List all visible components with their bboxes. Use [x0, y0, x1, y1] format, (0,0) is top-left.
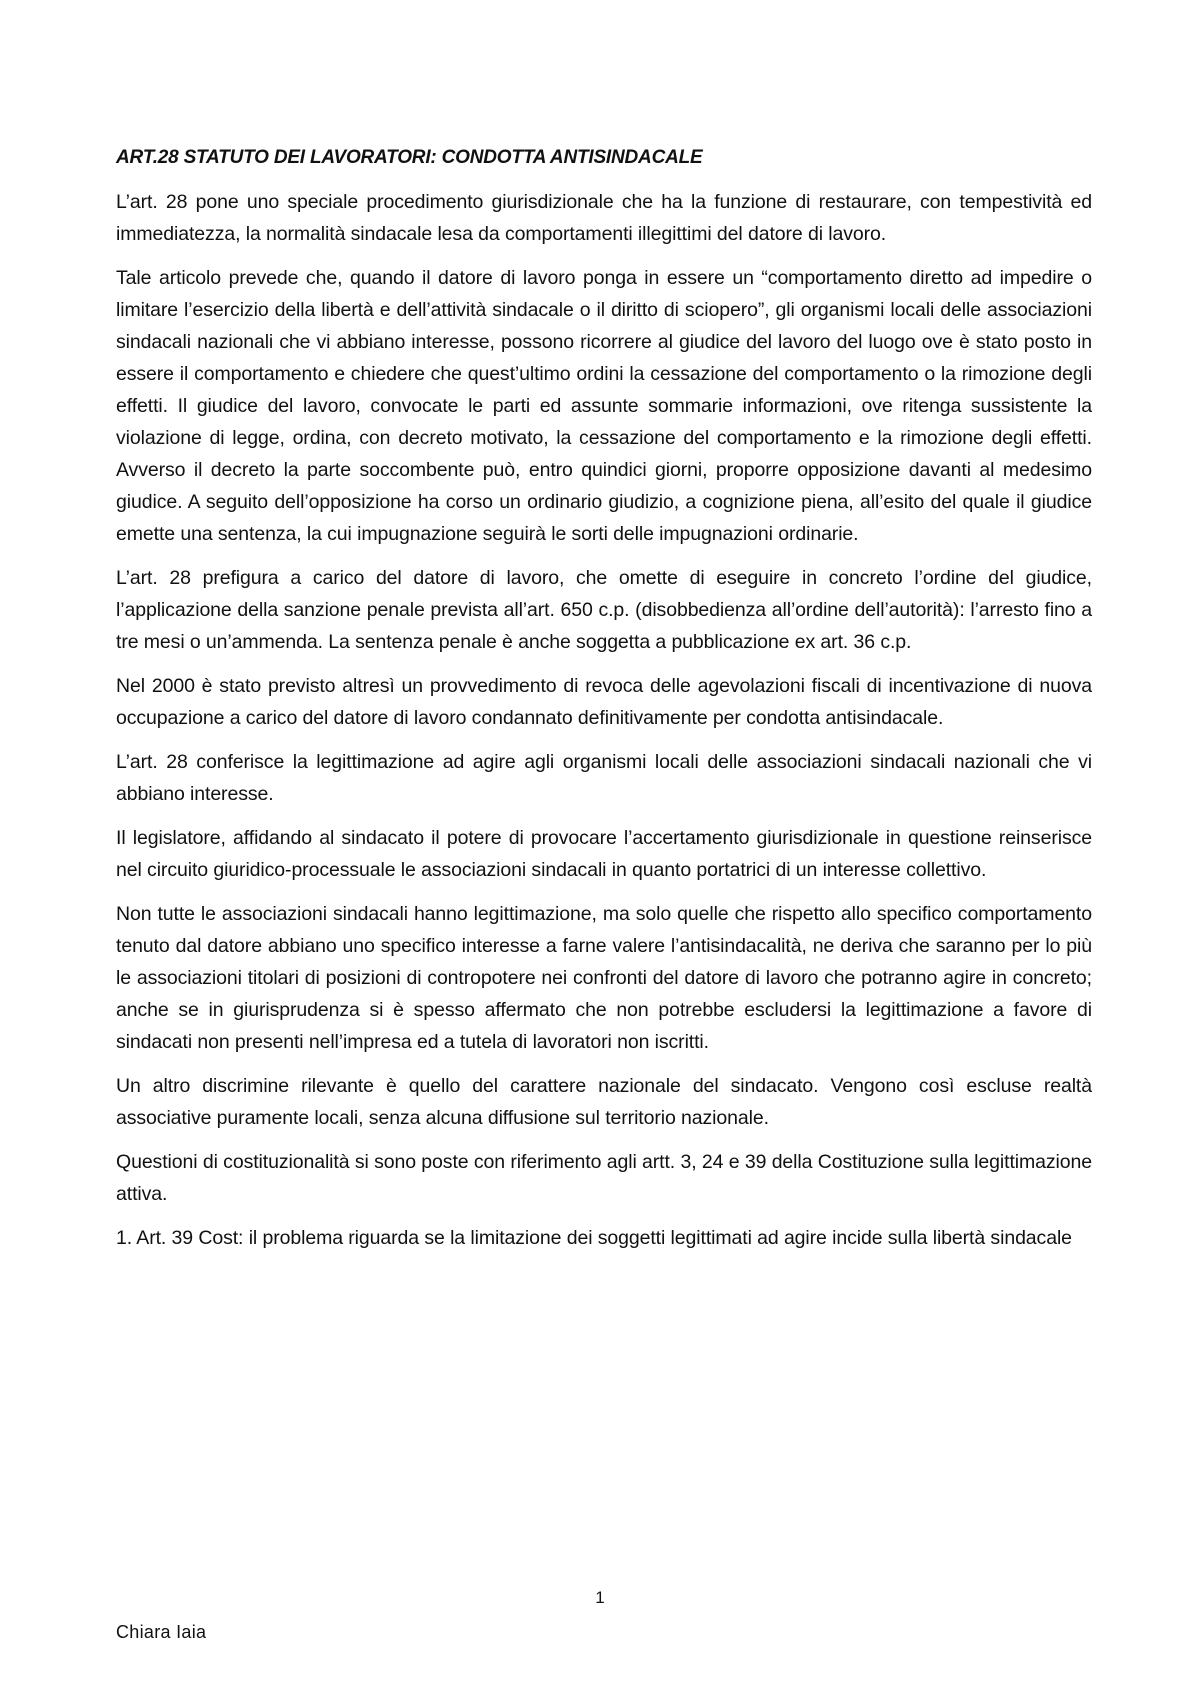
paragraph-sanction: L’art. 28 prefigura a carico del datore di lavoro, che omette di eseguire in concreto l’ordine del giudice, l’applicazione della sanzione penale prevista all’art. 650 c.p. (disobbedienza all’ordine dell’autorità): l’arresto fino a tre mesi o un’ammenda. La sentenza penale è anche soggetta a pubblicazione ex art. 36 c.p.	[116, 567, 1092, 653]
footer-author: Chiara Iaia	[116, 1622, 207, 1642]
paragraph-procedure: Tale articolo prevede che, quando il datore di lavoro ponga in essere un “comportamento diretto ad impedire o limitare l’esercizio della libertà e dell’attività sindacale o il diritto di sciopero”, gli organismi locali delle associazioni sindacali nazionali che vi abbiano interesse, possono ricorrere al giudice del lavoro del luogo ove è stato posto in essere il comportamento e chiedere che quest’ultimo ordini la cessazione del comportamento o la rimozione degli effetti. Il giudice del lavoro, convocate le parti ed assunte sommarie informazioni, ove ritenga sussistente la violazione di legge, ordina, con decreto motivato, la cessazione del comportamento e la rimozione degli effetti. Avverso il decreto la parte soccombente può, entro quindici giorni, proporre opposizione davanti al medesimo giudice. A seguito dell’opposizione ha corso un ordinario giudizio, a cognizione piena, all’esito del quale il giudice emette una sentenza, la cui impugnazione seguirà le sorti delle impugnazioni ordinarie.	[116, 267, 1092, 545]
document-body	[116, 142, 1092, 1266]
paragraph-legittimazione: L’art. 28 conferisce la legittimazione ad agire agli organismi locali delle associazioni sindacali nazionali che vi abbiano interesse.	[116, 751, 1092, 805]
paragraph-intro: L’art. 28 pone uno speciale procedimento giurisdizionale che ha la funzione di restaurare, con tempestività ed immediatezza, la normalità sindacale lesa da comportamenti illegittimi del datore di lavoro.	[116, 191, 1092, 245]
paragraph-costituzionalita: Questioni di costituzionalità si sono poste con riferimento agli artt. 3, 24 e 39 della Costituzione sulla legittimazione attiva.	[116, 1151, 1092, 1205]
paragraph-revoca: Nel 2000 è stato previsto altresì un provvedimento di revoca delle agevolazioni fiscali di incentivazione di nuova occupazione a carico del datore di lavoro condannato definitivamente per condotta antisindacale.	[116, 675, 1092, 729]
paragraph-legislatore: Il legislatore, affidando al sindacato il potere di provocare l’accertamento giurisdizionale in questione reinserisce nel circuito giuridico-processuale le associazioni sindacali in quanto portatrici di un interesse collettivo.	[116, 827, 1092, 881]
page-number: 1	[595, 1588, 605, 1607]
paragraph-discrimine: Un altro discrimine rilevante è quello del carattere nazionale del sindacato. Vengono così escluse realtà associative puramente locali, senza alcuna diffusione sul territorio nazionale.	[116, 1075, 1092, 1129]
paragraph-associazioni: Non tutte le associazioni sindacali hanno legittimazione, ma solo quelle che rispetto allo specifico comportamento tenuto dal datore abbiano uno specifico interesse a farne valere l’antisindacalità, ne deriva che saranno per lo più le associazioni titolari di posizioni di contropotere nei confronti del datore di lavoro che potranno agire in concreto; anche se in giurisprudenza si è spesso affermato che non potrebbe escludersi la legittimazione a favore di sindacati non presenti nell’impresa ed a tutela di lavoratori non iscritti.	[116, 903, 1092, 1053]
document-title: ART.28 STATUTO DEI LAVORATORI: CONDOTTA ANTISINDACALE	[116, 147, 703, 168]
paragraph-art39: 1. Art. 39 Cost: il problema riguarda se la limitazione dei soggetti legittimati ad agire incide sulla libertà sindacale	[116, 1227, 1072, 1249]
